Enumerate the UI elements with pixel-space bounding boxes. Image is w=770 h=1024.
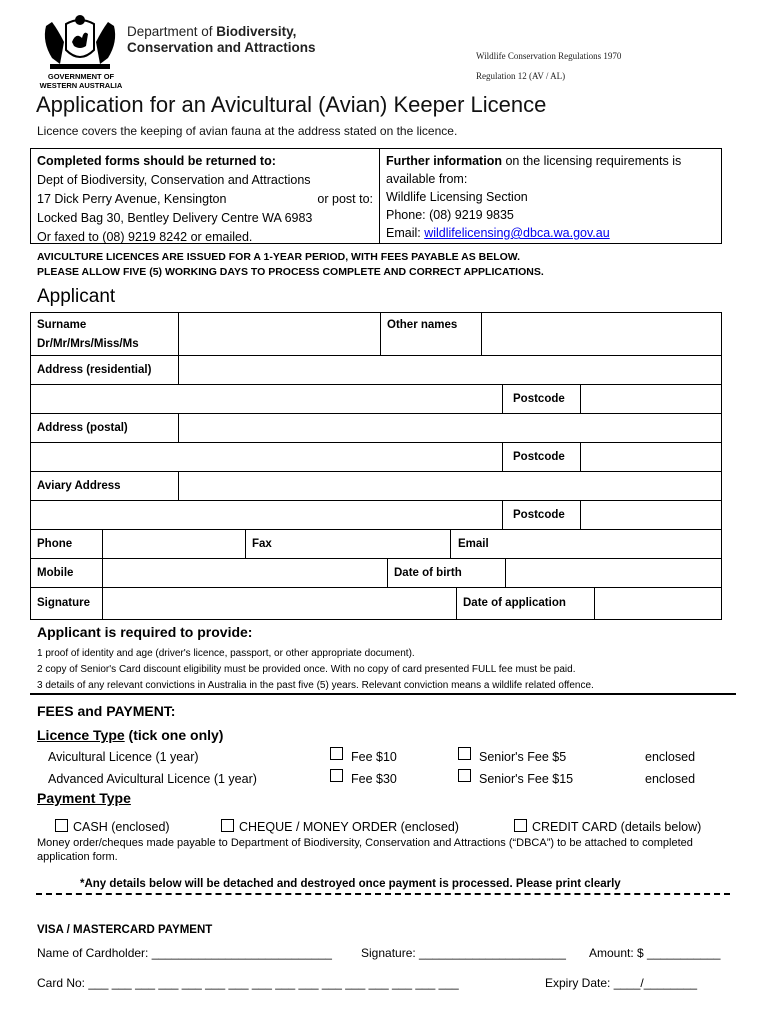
government-label: GOVERNMENT OF WESTERN AUSTRALIA	[39, 72, 123, 90]
address-postal-line2[interactable]	[30, 442, 503, 472]
applicant-form	[30, 312, 722, 620]
expiry-date-field[interactable]: Expiry Date: ____/________	[545, 976, 698, 990]
detach-notice: *Any details below will be detached and destroyed once payment is processed. Please print clearly	[80, 878, 621, 890]
fax-field[interactable]	[245, 529, 451, 559]
cardholder-name-field[interactable]: Name of Cardholder: ___________________________	[37, 946, 332, 960]
detach-line	[36, 893, 730, 895]
signature-field[interactable]	[102, 587, 457, 620]
requirements-list	[37, 646, 594, 694]
aviary-address-field[interactable]	[178, 471, 722, 501]
requirements-heading: Applicant is required to provide:	[37, 624, 253, 640]
senior-fee-5-checkbox[interactable]	[458, 747, 476, 762]
other-names-label: Other names	[387, 319, 458, 331]
further-information: Further information on the licensing requirements is available from: Wildlife Licensing Section Phone: (08) 9219 9835 Email: wildlifelicensing@dbca.wa.gov.au	[386, 154, 682, 240]
phone-field[interactable]	[102, 529, 246, 559]
list-item: 1 proof of identity and age (driver's licence, passport, or other appropriate document).	[37, 648, 415, 659]
mobile-label: Mobile	[37, 567, 74, 579]
amount-field[interactable]: Amount: $ ___________	[589, 946, 721, 960]
notice-text: AVICULTURE LICENCES ARE ISSUED FOR A 1-YEAR PERIOD, WITH FEES PAYABLE AS BELOW. PLEASE ALLOW FIVE (5) WORKING DAYS TO PROCESS COMPLETE AND CORRECT APPLICATIONS.	[37, 251, 544, 278]
contact-info-box	[30, 148, 722, 244]
postcode-label: Postcode	[513, 393, 565, 405]
dob-label: Date of birth	[394, 567, 462, 579]
divider	[30, 693, 736, 695]
email-link[interactable]: wildlifelicensing@dbca.wa.gov.au	[424, 226, 610, 240]
postcode-residential-field[interactable]	[580, 384, 722, 414]
postcode-aviary-field[interactable]	[580, 500, 722, 530]
date-of-application-field[interactable]	[594, 587, 722, 620]
address-residential-field[interactable]	[178, 355, 722, 385]
address-residential-line2[interactable]	[30, 384, 503, 414]
postcode-label: Postcode	[513, 509, 565, 521]
senior-fee-15-checkbox[interactable]	[458, 769, 476, 784]
other-names-field[interactable]	[481, 312, 722, 356]
credit-card-option[interactable]: CREDIT CARD (details below)	[514, 819, 701, 834]
department-name: Department of Biodiversity, Conservation and Attractions	[127, 24, 316, 55]
email-label: Email	[458, 538, 489, 550]
fees-heading: FEES and PAYMENT:	[37, 703, 176, 719]
list-item: 2 copy of Senior's Card discount eligibility must be provided once. With no copy of card presented FULL fee must be paid.	[37, 664, 576, 675]
licence-type-heading: Licence Type (tick one only)	[37, 727, 224, 743]
wa-coat-of-arms-logo	[38, 12, 122, 72]
fee-30-checkbox[interactable]	[330, 769, 348, 784]
fax-label: Fax	[252, 538, 272, 550]
postcode-label: Postcode	[513, 451, 565, 463]
page-subtitle: Licence covers the keeping of avian fauna at the address stated on the licence.	[37, 124, 458, 138]
fee-10-checkbox[interactable]	[330, 747, 348, 762]
page-title: Application for an Avicultural (Avian) Keeper Licence	[36, 92, 547, 117]
email-field[interactable]	[450, 529, 722, 559]
address-postal-label: Address (postal)	[37, 422, 128, 434]
mobile-field[interactable]	[102, 558, 388, 588]
cheque-option[interactable]: CHEQUE / MONEY ORDER (enclosed)	[221, 819, 459, 834]
return-address: Completed forms should be returned to: Dept of Biodiversity, Conservation and Attractions 17 Dick Perry Avenue, Kensington or post to: Locked Bag 30, Bentley Delivery Centre WA 6983 Or faxed to (08) 9219 8242 or emailed.	[31, 149, 380, 243]
aviary-address-line2[interactable]	[30, 500, 503, 530]
payment-type-heading: Payment Type	[37, 790, 131, 806]
dob-field[interactable]	[505, 558, 722, 588]
address-residential-label: Address (residential)	[37, 364, 152, 376]
aviary-address-label: Aviary Address	[37, 480, 121, 492]
title-options-label: Dr/Mr/Mrs/Miss/Ms	[37, 338, 139, 350]
signature-label: Signature	[37, 597, 91, 609]
card-number-field[interactable]: Card No: ___ ___ ___ ___ ___ ___ ___ ___ ___ ___ ___ ___ ___ ___ ___ ___	[37, 976, 459, 990]
cash-option[interactable]: CASH (enclosed)	[55, 819, 170, 834]
card-payment-heading: VISA / MASTERCARD PAYMENT	[37, 924, 213, 936]
card-signature-field[interactable]: Signature: ______________________	[361, 946, 566, 960]
address-postal-field[interactable]	[178, 413, 722, 443]
date-of-application-label: Date of application	[463, 597, 566, 609]
postcode-postal-field[interactable]	[580, 442, 722, 472]
applicant-heading: Applicant	[37, 286, 116, 307]
payment-note: Money order/cheques made payable to Department of Biodiversity, Conservation and Attractions (“DBCA”) to be attached to completed application form.	[37, 837, 693, 863]
list-item: 3 details of any relevant convictions in Australia in the past five (5) years. Relevant conviction means a wildlife related offence.	[37, 680, 594, 691]
surname-field[interactable]	[178, 312, 381, 356]
regulation-reference: Wildlife Conservation Regulations 1970 Regulation 12 (AV / AL)	[476, 51, 622, 81]
surname-label: Surname	[37, 319, 87, 331]
phone-label: Phone	[37, 538, 73, 550]
